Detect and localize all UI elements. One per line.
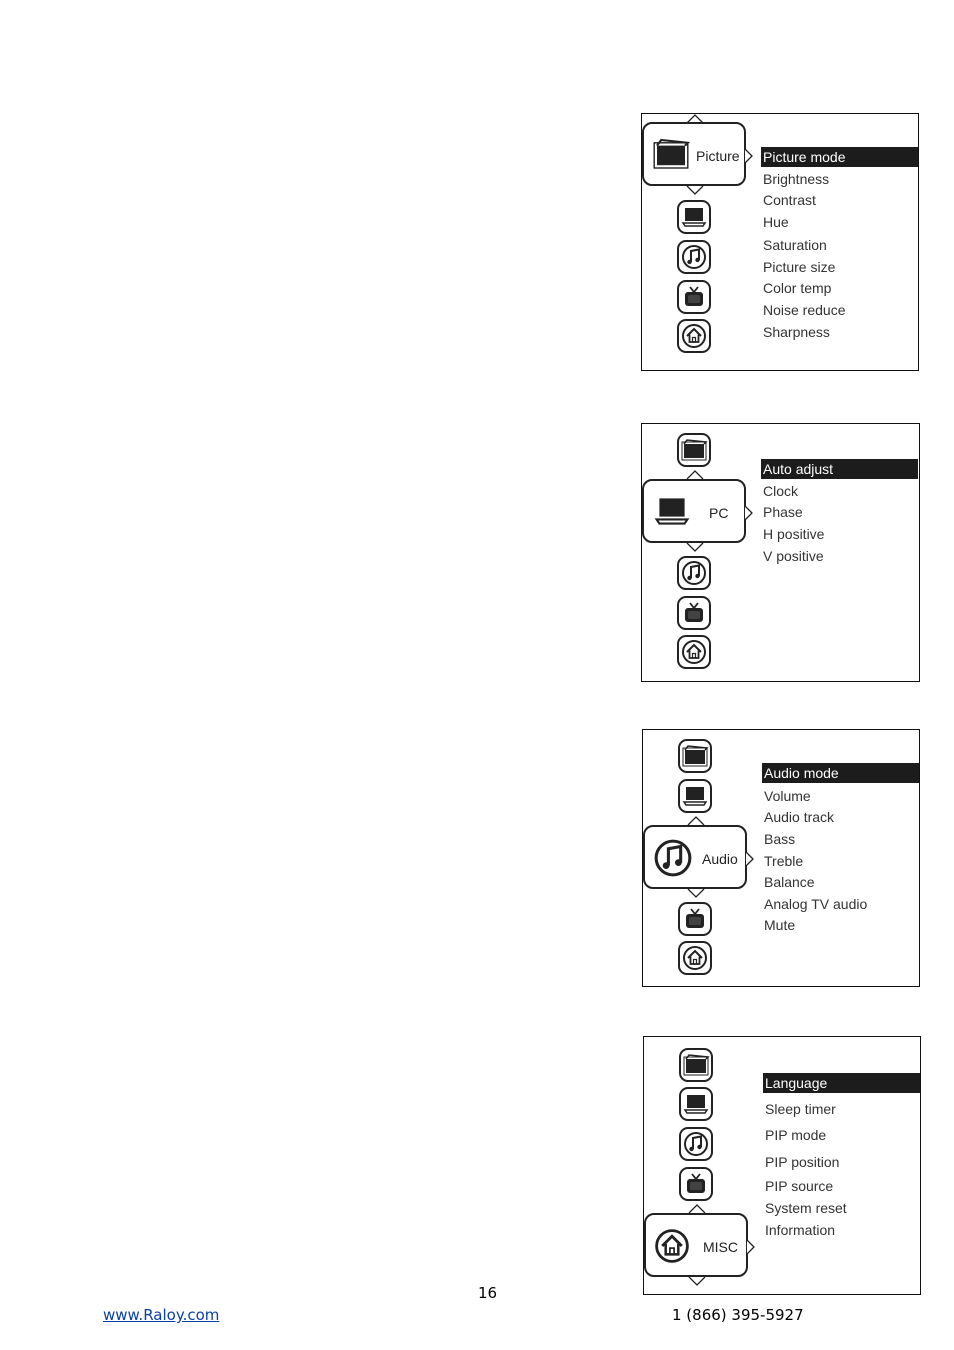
audio-tab-button[interactable] <box>677 240 711 274</box>
menu-item-information[interactable]: Information <box>765 1222 836 1238</box>
picture-tab-label: Picture <box>696 148 740 164</box>
pc-tab-button[interactable] <box>678 779 712 813</box>
tv-tab-button[interactable] <box>677 596 711 630</box>
pc-icon <box>650 490 694 532</box>
menu-item-auto-adjust[interactable]: Auto adjust <box>761 459 918 479</box>
up-triangle-icon <box>686 470 704 479</box>
menu-item-brightness[interactable]: Brightness <box>763 171 830 187</box>
phone-number: 1 (866) 395-5927 <box>672 1306 804 1324</box>
picture-tab-button[interactable] <box>679 1048 713 1082</box>
up-triangle-icon <box>688 1204 706 1213</box>
tv-icon <box>681 1169 711 1199</box>
pc-menu-panel <box>641 423 920 682</box>
menu-item-audio-mode[interactable]: Audio mode <box>762 763 919 783</box>
picture-tab-button[interactable] <box>678 739 712 773</box>
audio-icon <box>681 1129 711 1159</box>
picture-menu-panel <box>641 113 919 371</box>
misc-menu-panel <box>643 1036 921 1295</box>
audio-tab-button[interactable] <box>677 556 711 590</box>
pc-tab-button[interactable] <box>677 200 711 234</box>
down-triangle-icon <box>686 186 704 195</box>
audio-menu-panel <box>642 729 920 987</box>
menu-item-audio-track[interactable]: Audio track <box>764 809 835 825</box>
menu-item-sharpness[interactable]: Sharpness <box>763 324 830 340</box>
misc-tab-button[interactable] <box>644 1213 748 1277</box>
picture-tab-button[interactable] <box>677 433 711 467</box>
menu-item-saturation[interactable]: Saturation <box>763 237 827 253</box>
pc-tab-button[interactable] <box>642 479 746 543</box>
audio-icon <box>679 558 709 588</box>
misc-home-icon <box>679 637 709 667</box>
menu-item-pip-position[interactable]: PIP position <box>765 1154 840 1170</box>
menu-item-treble[interactable]: Treble <box>764 853 804 869</box>
tv-icon <box>680 904 710 934</box>
menu-item-pip-source[interactable]: PIP source <box>765 1178 834 1194</box>
page-number: 16 <box>478 1284 498 1302</box>
picture-icon <box>650 133 692 175</box>
misc-tab-button[interactable] <box>677 319 711 353</box>
picture-tab-button[interactable] <box>642 122 746 186</box>
pc-tab-label: PC <box>709 505 729 521</box>
down-triangle-icon <box>687 889 705 898</box>
menu-item-balance[interactable]: Balance <box>764 874 815 890</box>
menu-item-picture-mode[interactable]: Picture mode <box>761 147 918 167</box>
misc-tab-button[interactable] <box>678 941 712 975</box>
audio-icon <box>650 835 696 881</box>
pc-icon <box>681 1089 711 1119</box>
menu-item-bass[interactable]: Bass <box>764 831 796 847</box>
tv-tab-button[interactable] <box>678 902 712 936</box>
menu-item-language[interactable]: Language <box>763 1073 920 1093</box>
misc-home-icon <box>679 321 709 351</box>
menu-item-hue[interactable]: Hue <box>763 214 789 230</box>
chevron-right-icon <box>745 851 755 867</box>
menu-item-system-reset[interactable]: System reset <box>765 1200 847 1216</box>
misc-home-icon <box>651 1225 693 1267</box>
website-link[interactable]: www.Raloy.com <box>103 1306 220 1324</box>
picture-icon <box>679 435 709 465</box>
picture-icon <box>681 1050 711 1080</box>
misc-tab-label: MISC <box>703 1239 738 1255</box>
audio-tab-button[interactable] <box>679 1127 713 1161</box>
chevron-right-icon <box>744 505 754 521</box>
up-triangle-icon <box>687 816 705 825</box>
menu-item-noise-reduce[interactable]: Noise reduce <box>763 302 846 318</box>
chevron-right-icon <box>746 1239 756 1255</box>
menu-item-color-temp[interactable]: Color temp <box>763 280 832 296</box>
menu-item-analog-tv-audio[interactable]: Analog TV audio <box>764 896 868 912</box>
menu-item-picture-size[interactable]: Picture size <box>763 259 836 275</box>
menu-item-v-positive[interactable]: V positive <box>763 548 824 564</box>
pc-icon <box>679 202 709 232</box>
misc-tab-button[interactable] <box>677 635 711 669</box>
tv-icon <box>679 282 709 312</box>
menu-item-clock[interactable]: Clock <box>763 483 799 499</box>
audio-tab-button[interactable] <box>643 825 747 889</box>
chevron-right-icon <box>744 148 754 164</box>
menu-item-volume[interactable]: Volume <box>764 788 811 804</box>
down-triangle-icon <box>686 543 704 552</box>
pc-tab-button[interactable] <box>679 1087 713 1121</box>
tv-icon <box>679 598 709 628</box>
tv-tab-button[interactable] <box>679 1167 713 1201</box>
menu-item-pip-mode[interactable]: PIP mode <box>765 1127 827 1143</box>
picture-icon <box>680 741 710 771</box>
audio-icon <box>679 242 709 272</box>
tv-tab-button[interactable] <box>677 280 711 314</box>
audio-tab-label: Audio <box>702 851 738 867</box>
menu-item-phase[interactable]: Phase <box>763 504 803 520</box>
menu-item-sleep-timer[interactable]: Sleep timer <box>765 1101 836 1117</box>
pc-icon <box>680 781 710 811</box>
down-triangle-icon <box>688 1277 706 1286</box>
menu-item-mute[interactable]: Mute <box>764 917 796 933</box>
menu-item-h-positive[interactable]: H positive <box>763 526 825 542</box>
misc-home-icon <box>680 943 710 973</box>
menu-item-contrast[interactable]: Contrast <box>763 192 816 208</box>
